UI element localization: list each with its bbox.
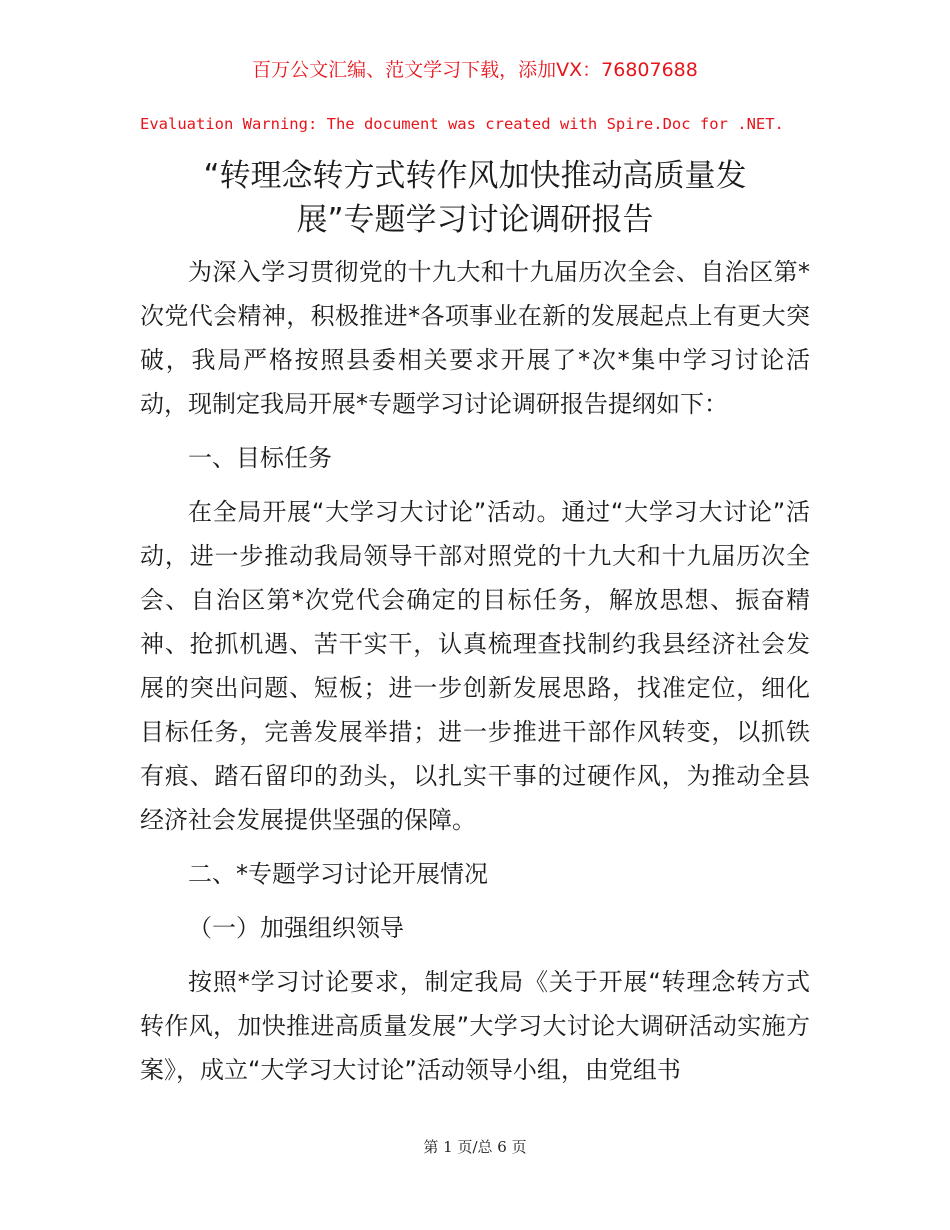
section-heading-2: 二、*专题学习讨论开展情况 (188, 860, 488, 888)
section-paragraph-1: 在全局开展“大学习大讨论”活动。通过“大学习大讨论”活动，进一步推动我局领导干部对照党的十九大和十九届历次全会、自治区第*次党代会确定的目标任务，解放思想、振奋精神、抢抓机遇、苦干实干，认真梳理查找制约我县经济社会发展的突出问题、短板；进一步创新发展思路，找准定位，细化目标任务，完善发展举措；进一步推进干部作风转变，以抓铁有痕、踏石留印的劲头，以扎实干事的过硬作风，为推动全县经济社会发展提供坚强的保障。 (140, 498, 810, 834)
subsection-heading-1: （一）加强组织领导 (188, 914, 404, 942)
title-line-2: 展”专题学习讨论调研报告 (296, 202, 654, 238)
page-footer: 第 1 页/总 6 页 (423, 1138, 527, 1156)
title-line-1: “转理念转方式转作风加快推动高质量发 (203, 158, 747, 194)
document-body (140, 250, 810, 1092)
evaluation-warning: Evaluation Warning: The document was created with Spire.Doc for .NET. (140, 115, 784, 133)
section-heading-1: 一、目标任务 (188, 444, 332, 472)
document-title (140, 154, 810, 242)
subsection-paragraph-1: 按照*学习讨论要求，制定我局《关于开展“转理念转方式转作风，加快推进高质量发展”大学习大讨论大调研活动实施方案》，成立“大学习大讨论”活动领导小组，由党组书 (140, 968, 810, 1084)
intro-paragraph: 为深入学习贯彻党的十九大和十九届历次全会、自治区第*次党代会精神，积极推进*各项事业在新的发展起点上有更大突破，我局严格按照县委相关要求开展了*次*集中学习讨论活动，现制定我局开展*专题学习讨论调研报告提纲如下： (140, 258, 810, 418)
header-banner: 百万公文汇编、范文学习下载，添加VX：76807688 (252, 59, 698, 81)
